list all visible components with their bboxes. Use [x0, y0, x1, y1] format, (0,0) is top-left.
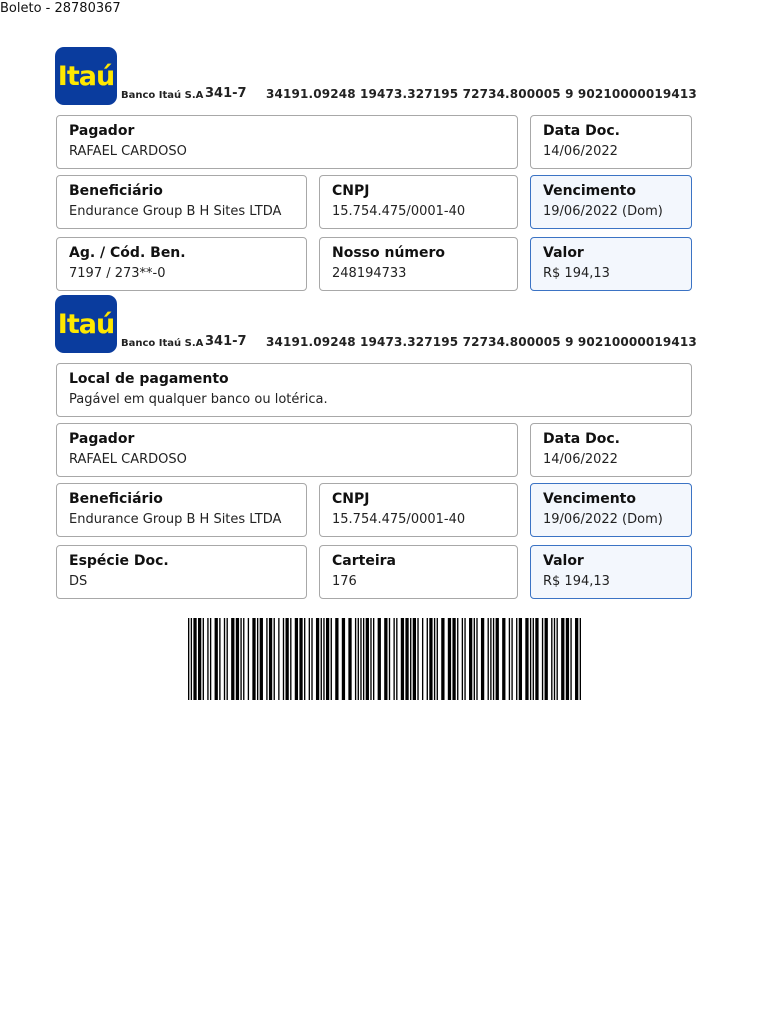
data-doc-field — [530, 115, 692, 169]
data-doc-field — [530, 423, 692, 477]
pagador-label: Pagador — [69, 123, 135, 139]
cnpj-label: CNPJ — [332, 491, 370, 507]
bank-name: Banco Itaú S.A — [121, 90, 204, 101]
nosso-numero-label: Nosso número — [332, 245, 446, 261]
pagador-value: RAFAEL CARDOSO — [69, 452, 187, 467]
vencimento-field — [530, 175, 692, 229]
beneficiario-label: Beneficiário — [69, 491, 163, 507]
local-pagamento-field — [56, 363, 692, 417]
bank-code: 341-7 — [205, 86, 247, 101]
nosso-numero-value: 248194733 — [332, 266, 407, 281]
valor-field — [530, 545, 692, 599]
valor-label: Valor — [543, 245, 584, 261]
cnpj-value: 15.754.475/0001-40 — [332, 512, 466, 527]
valor-value: R$ 194,13 — [543, 574, 610, 589]
logo-text: Itaú — [57, 60, 115, 92]
bank-name: Banco Itaú S.A — [121, 338, 204, 349]
pagador-label: Pagador — [69, 431, 135, 447]
bank-header — [55, 47, 697, 107]
vencimento-value: 19/06/2022 (Dom) — [543, 204, 663, 219]
vencimento-label: Vencimento — [543, 183, 636, 199]
valor-label: Valor — [543, 553, 584, 569]
cnpj-label: CNPJ — [332, 183, 370, 199]
local-pagamento-value: Pagável em qualquer banco ou lotérica. — [69, 392, 328, 407]
beneficiario-field — [56, 483, 307, 537]
carteira-label: Carteira — [332, 553, 396, 569]
pagador-field — [56, 423, 518, 477]
data-doc-value: 14/06/2022 — [543, 144, 618, 159]
cnpj-value: 15.754.475/0001-40 — [332, 204, 466, 219]
vencimento-field — [530, 483, 692, 537]
itau-logo — [55, 47, 117, 105]
bank-code: 341-7 — [205, 334, 247, 349]
beneficiario-value: Endurance Group B H Sites LTDA — [69, 512, 282, 527]
data-doc-label: Data Doc. — [543, 123, 620, 139]
digitable-line: 34191.09248 19473.327195 72734.800005 9 90210000019413 — [266, 87, 697, 101]
carteira-value: 176 — [332, 574, 357, 589]
agencia-label: Ag. / Cód. Ben. — [69, 245, 186, 261]
cnpj-field — [319, 483, 518, 537]
especie-doc-label: Espécie Doc. — [69, 553, 169, 569]
agencia-field — [56, 237, 307, 291]
pagador-field — [56, 115, 518, 169]
carteira-field — [319, 545, 518, 599]
itau-logo — [55, 295, 117, 353]
vencimento-value: 19/06/2022 (Dom) — [543, 512, 663, 527]
beneficiario-value: Endurance Group B H Sites LTDA — [69, 204, 282, 219]
pagador-value: RAFAEL CARDOSO — [69, 144, 187, 159]
cnpj-field — [319, 175, 518, 229]
especie-doc-value: DS — [69, 574, 88, 589]
bank-header — [55, 295, 697, 355]
data-doc-label: Data Doc. — [543, 431, 620, 447]
document-title: Boleto - 28780367 — [0, 1, 121, 16]
logo-text: Itaú — [57, 308, 115, 340]
vencimento-label: Vencimento — [543, 491, 636, 507]
agencia-value: 7197 / 273**-0 — [69, 266, 166, 281]
valor-field — [530, 237, 692, 291]
data-doc-value: 14/06/2022 — [543, 452, 618, 467]
beneficiario-label: Beneficiário — [69, 183, 163, 199]
nosso-numero-field — [319, 237, 518, 291]
especie-doc-field — [56, 545, 307, 599]
digitable-line: 34191.09248 19473.327195 72734.800005 9 90210000019413 — [266, 335, 697, 349]
valor-value: R$ 194,13 — [543, 266, 610, 281]
beneficiario-field — [56, 175, 307, 229]
local-pagamento-label: Local de pagamento — [69, 371, 229, 387]
barcode-image — [188, 618, 581, 700]
